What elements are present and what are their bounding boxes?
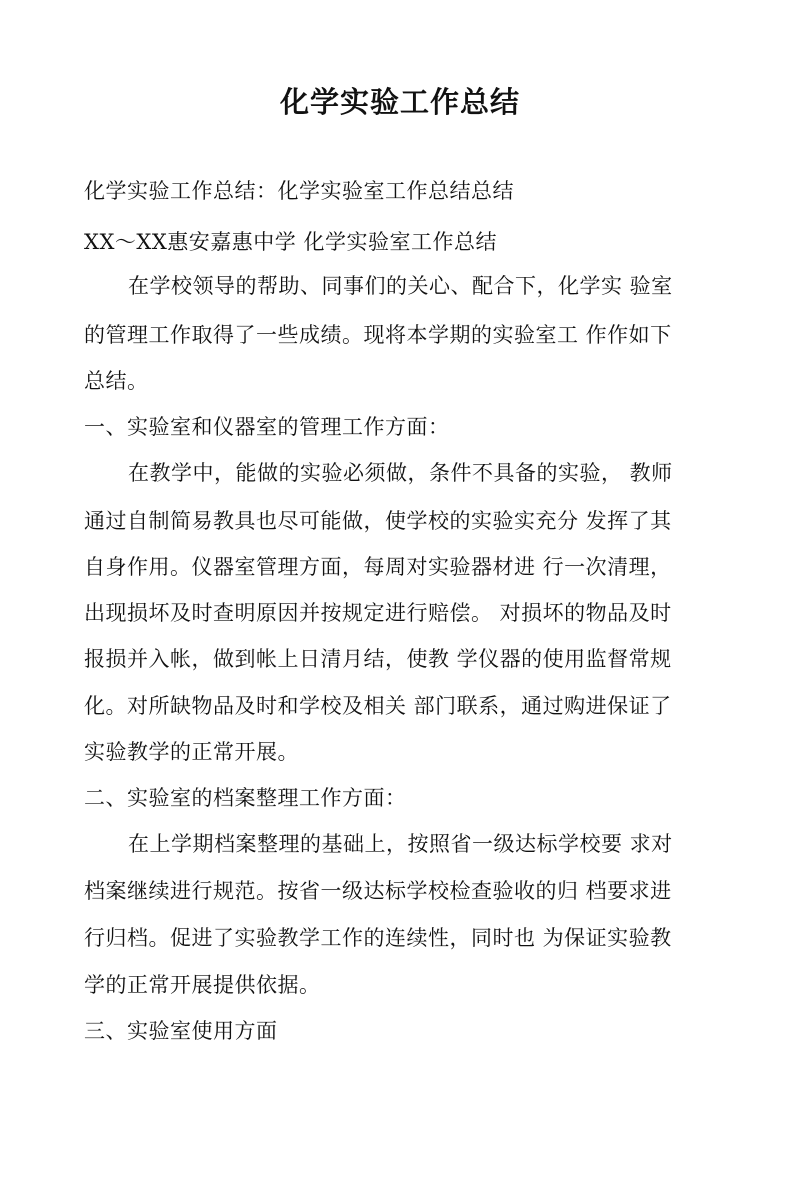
section2-line: 档案继续进行规范。按省一级达标学校检查验收的归 档要求进 — [84, 879, 672, 903]
intro-line: 总结。 — [84, 369, 149, 393]
intro-line: 的管理工作取得了一些成绩。现将本学期的实验室工 作作如下 — [84, 323, 672, 347]
section1-line: 实验教学的正常开展。 — [84, 740, 299, 764]
section1-line: 自身作用。仪器室管理方面，每周对实验器材进 行一次清理， — [84, 555, 672, 579]
section2-line: 行归档。促进了实验教学工作的连续性，同时也 为保证实验教 — [84, 926, 672, 950]
document-subtitle: 化学实验工作总结：化学实验室工作总结总结 — [84, 179, 514, 203]
document-title: 化学实验工作总结 — [279, 85, 520, 119]
section3-heading: 三、实验室使用方面 — [84, 1019, 278, 1043]
section1-heading: 一、实验室和仪器室的管理工作方面： — [84, 415, 450, 439]
section2-heading: 二、实验室的档案整理工作方面： — [84, 786, 407, 810]
section1-line: 化。对所缺物品及时和学校及相关 部门联系，通过购进保证了 — [84, 694, 672, 718]
section1-line: 在教学中，能做的实验必须做，条件不具备的实验， 教师 — [128, 461, 673, 485]
section2-line: 在上学期档案整理的基础上，按照省一级达标学校要 求对 — [128, 832, 673, 856]
section2-line: 学的正常开展提供依据。 — [84, 973, 321, 997]
school-line: XX～XX惠安嘉惠中学 化学实验室工作总结 — [84, 230, 497, 254]
section1-line: 通过自制简易教具也尽可能做，使学校的实验实充分 发挥了其 — [84, 509, 672, 533]
section1-line: 报损并入帐，做到帐上日清月结，使教 学仪器的使用监督常规 — [84, 647, 672, 671]
intro-line: 在学校领导的帮助、同事们的关心、配合下，化学实 验室 — [128, 274, 673, 298]
section1-line: 出现损坏及时查明原因并按规定进行赔偿。 对损坏的物品及时 — [84, 601, 672, 625]
